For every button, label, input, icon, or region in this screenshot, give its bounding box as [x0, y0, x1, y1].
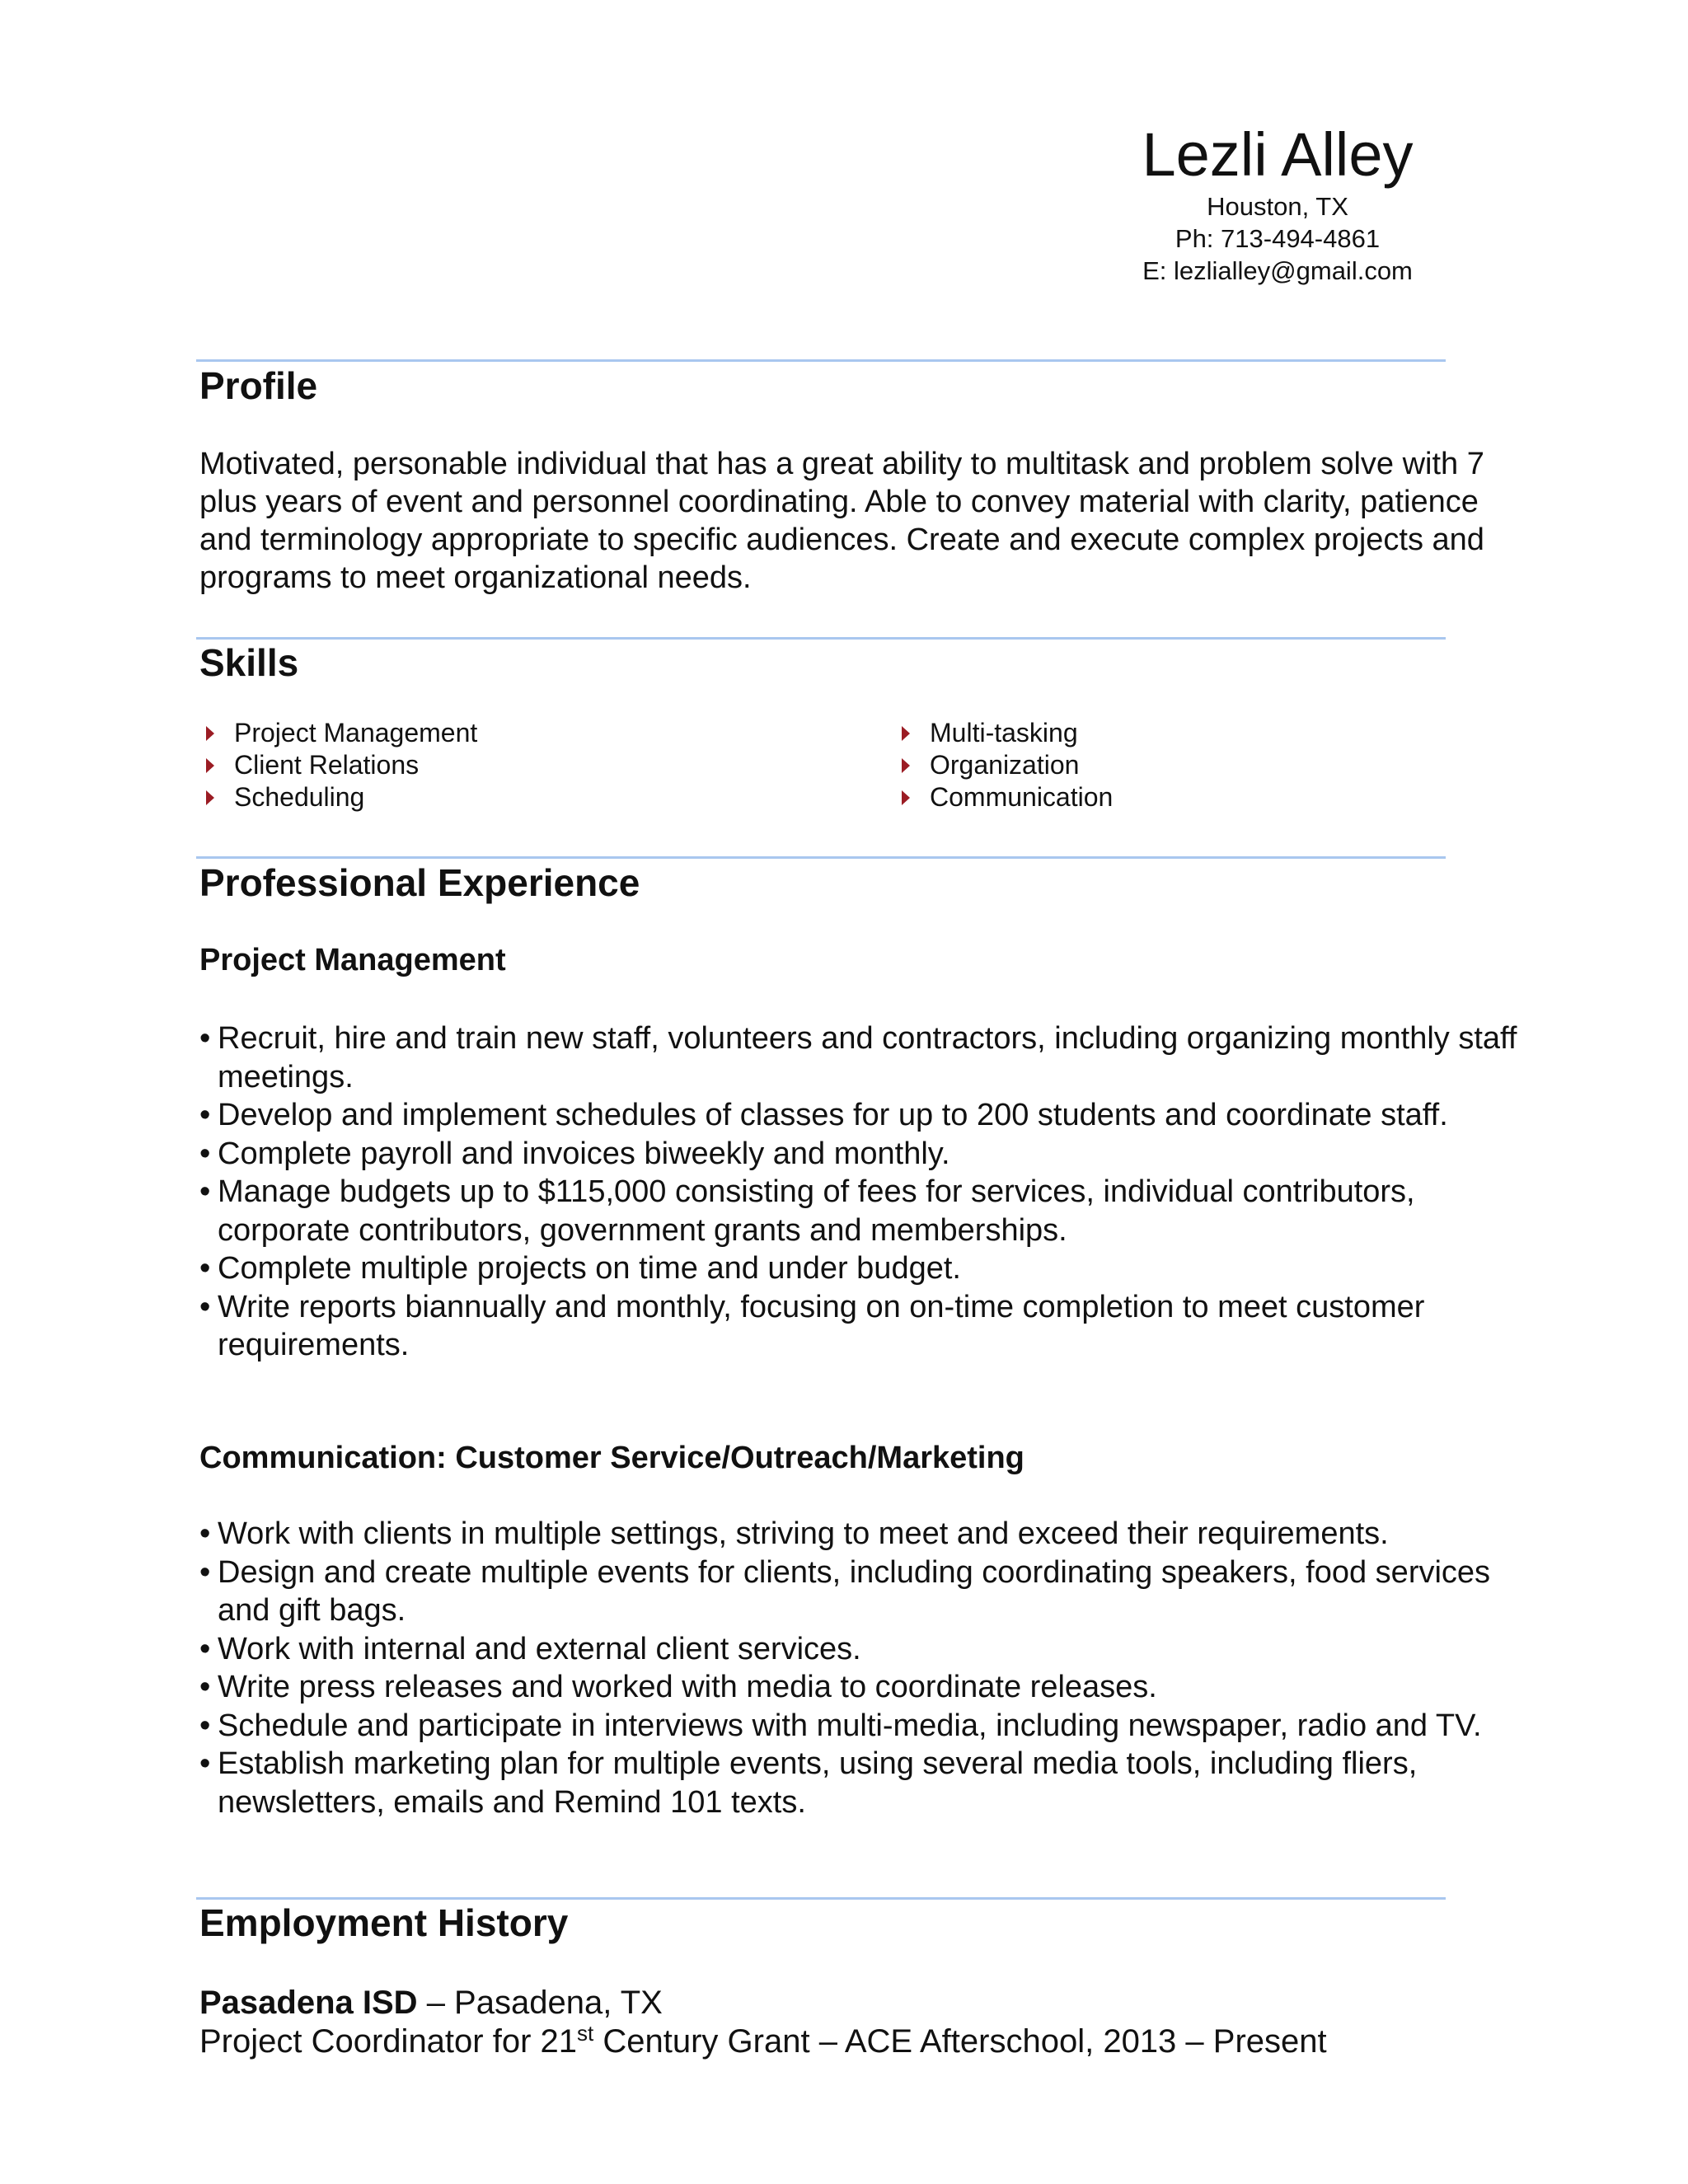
skills-list-right [897, 717, 1113, 813]
skill-item: Scheduling [201, 781, 477, 813]
section-divider [196, 856, 1446, 859]
list-item: • Manage budgets up to $115,000 consisting of fees for services, individual contributors, corporate contributors, government grants and memberships. [199, 1174, 1415, 1248]
profile-heading: Profile [199, 364, 318, 407]
skills-list-left [201, 717, 477, 813]
skills-heading: Skills [199, 641, 299, 684]
employment-heading: Employment History [199, 1901, 569, 1944]
contact-phone: Ph: 713-494-4861 [1175, 224, 1381, 253]
employer-name: Pasadena ISD [199, 1985, 418, 2021]
skill-item: Multi-tasking [897, 717, 1113, 749]
experience-bullets [199, 1019, 1518, 1365]
list-item: • Design and create multiple events for clients, including coordinating speakers, food services and gift bags. [199, 1554, 1491, 1628]
skill-item: Client Relations [201, 749, 477, 781]
triangle-bullet-icon [206, 758, 214, 773]
list-item: • Complete payroll and invoices biweekly and monthly. [199, 1136, 950, 1171]
skill-item: Communication [897, 781, 1113, 813]
experience-subheading: Project Management [199, 943, 506, 977]
candidate-name: Lezli Alley [1142, 120, 1414, 189]
list-item: • Complete multiple projects on time and under budget. [199, 1251, 961, 1286]
resume-header [1104, 120, 1451, 287]
list-item: • Write reports biannually and monthly, focusing on on-time completion to meet customer requirements. [199, 1289, 1425, 1362]
employer-location: – Pasadena, TX [417, 1985, 663, 2021]
list-item: • Write press releases and worked with media to coordinate releases. [199, 1670, 1157, 1704]
experience-bullets [199, 1515, 1518, 1821]
triangle-bullet-icon [902, 790, 910, 805]
list-item: • Schedule and participate in interviews with multi-media, including newspaper, radio and TV. [199, 1708, 1482, 1743]
experience-heading: Professional Experience [199, 861, 640, 904]
list-item: • Develop and implement schedules of classes for up to 200 students and coordinate staff. [199, 1098, 1448, 1132]
list-item: • Work with clients in multiple settings, striving to meet and exceed their requirements. [199, 1516, 1389, 1551]
skill-item: Organization [897, 749, 1113, 781]
experience-subheading: Communication: Customer Service/Outreach/Marketing [199, 1441, 1025, 1475]
triangle-bullet-icon [902, 758, 910, 773]
triangle-bullet-icon [206, 790, 214, 805]
profile-text: Motivated, personable individual that has a great ability to multitask and problem solve with 7 plus years of event and personnel coordinating. Able to convey material with clarity, patience and terminology appropriate to specific audiences. Create and execute complex projects and programs to meet organizational needs. [199, 447, 1484, 595]
contact-email: E: lezlialley@gmail.com [1142, 256, 1413, 285]
section-divider [196, 637, 1446, 640]
list-item: • Recruit, hire and train new staff, volunteers and contractors, including organizing monthly staff meetings. [199, 1021, 1517, 1094]
triangle-bullet-icon [206, 726, 214, 741]
job-title-line: Project Coordinator for 21st Century Grant – ACE Afterschool, 2013 – Present [199, 2021, 1327, 2060]
list-item: • Establish marketing plan for multiple events, using several media tools, including fliers, newsletters, emails and Remind 101 texts. [199, 1746, 1418, 1820]
section-divider [196, 359, 1446, 362]
contact-location: Houston, TX [1207, 192, 1348, 221]
skill-item: Project Management [201, 717, 477, 749]
section-divider [196, 1897, 1446, 1900]
triangle-bullet-icon [902, 726, 910, 741]
employer-line [199, 1983, 663, 2022]
list-item: • Work with internal and external client services. [199, 1631, 861, 1666]
